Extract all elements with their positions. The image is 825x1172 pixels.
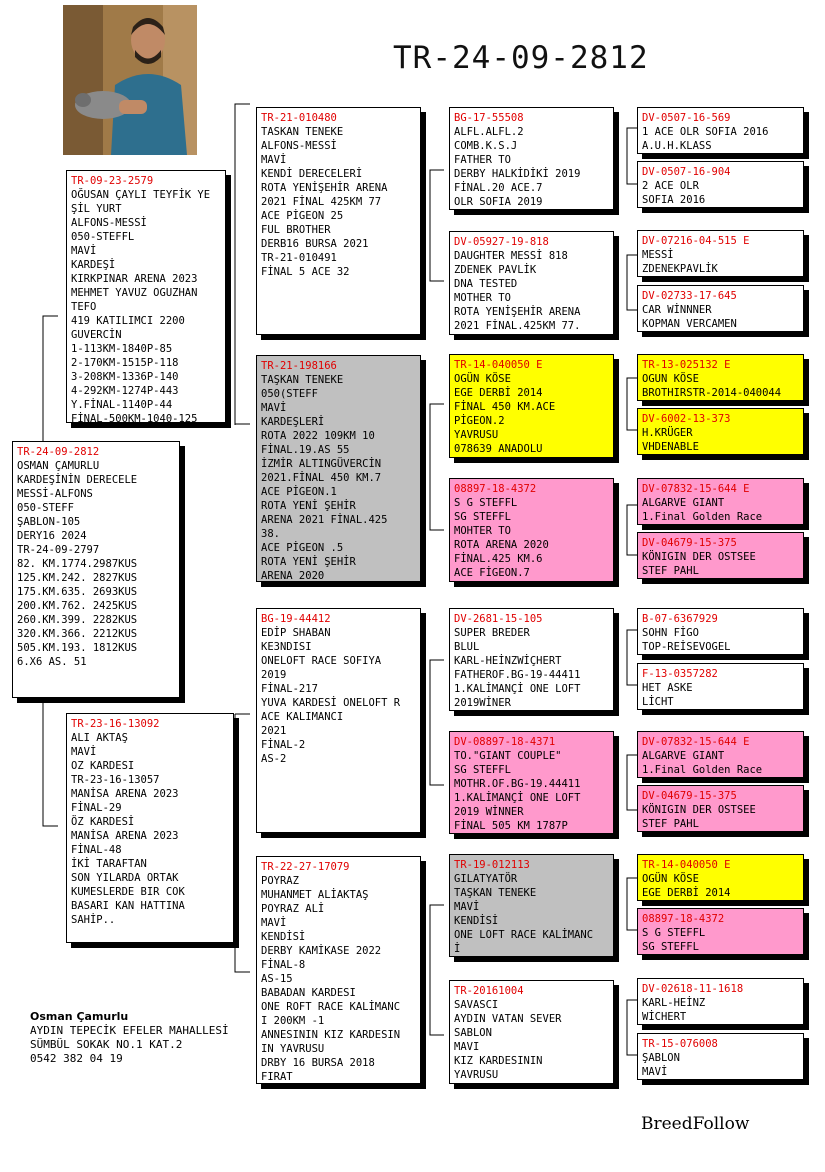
card-line: SAHİP.. (71, 914, 116, 926)
card-line: SON YILARDA ORTAK (71, 872, 179, 884)
card-line: MAVİ (261, 154, 287, 166)
pedigree-card-dam-dam[interactable] (256, 856, 421, 1084)
card-line: ACE FİGEON.7 (454, 567, 530, 579)
card-line: STEF PAHL (642, 565, 699, 577)
card-line: TEFO (71, 301, 97, 313)
card-line: MANİSA ARENA 2023 (71, 830, 179, 842)
card-line: YUVA KARDESİ ONELOFT R (261, 697, 401, 709)
card-line: ALGARVE GIANT (642, 750, 725, 762)
card-line: ŞABLON (642, 1052, 680, 1064)
card-line: ROTA YENİ ŞEHİR (261, 556, 356, 568)
card-line: İKİ TARAFTAN (71, 858, 147, 870)
card-line: MEHMET YAVUZ OGUZHAN (71, 287, 198, 299)
pedigree-card-sire-dam[interactable] (256, 355, 421, 582)
ring-number: TR-14-040050 E (454, 359, 543, 371)
card-line: ALFONS-MESSİ (71, 217, 147, 229)
card-line: H.KRÜGER (642, 427, 693, 439)
card-line: 38. (261, 528, 280, 540)
card-line: ALFL.ALFL.2 (454, 126, 524, 138)
card-line: 2021 FİNAL 425KM 77 (261, 196, 382, 208)
card-line: FİNAL.19.AS 55 (261, 444, 350, 456)
card-line: MANİSA ARENA 2023 (71, 788, 179, 800)
card-line: 050(STEFF (261, 388, 318, 400)
card-line: 1.KALİMANÇİ ONE LOFT (454, 792, 581, 804)
card-line: KARDEŞLERİ (261, 416, 325, 428)
card-line: FİNAL-48 (71, 844, 122, 856)
ring-number: B-07-6367929 (642, 613, 718, 625)
pedigree-card-sss[interactable] (449, 107, 614, 210)
card-line: CAR WİNNNER (642, 304, 712, 316)
ring-number: DV-04679-15-375 (642, 790, 737, 802)
card-line: VHDENABLE (642, 441, 699, 453)
pedigree-card-g4[interactable] (637, 285, 804, 332)
card-line: 2-170KM-1515P-118 (71, 357, 179, 369)
card-line: SAVASCI (454, 999, 499, 1011)
card-line: FIRAT (261, 1071, 293, 1083)
card-line: 1.Final Golden Race (642, 511, 763, 523)
person-holding-pigeon-image (63, 5, 197, 155)
card-line: FATHEROF.BG-19-44411 (454, 669, 581, 681)
pedigree-card-dss[interactable] (449, 608, 614, 711)
card-line: FİNAL-29 (71, 802, 122, 814)
card-line: PİGEON.2 (454, 415, 505, 427)
card-line: DERBY HALKİDİKİ 2019 (454, 168, 581, 180)
card-line: Y.FİNAL-1140P-44 (71, 399, 173, 411)
owner-photo (63, 5, 197, 155)
card-line: ARENA 2020 (261, 570, 325, 582)
card-line: 1 ACE OLR SOFIA 2016 (642, 126, 769, 138)
owner-address-line-2: SÜMBÜL SOKAK NO.1 KAT.2 (30, 1038, 183, 1051)
card-line: AS-15 (261, 973, 293, 985)
card-line: BLUL (454, 641, 480, 653)
pedigree-card-sdd[interactable] (449, 478, 614, 582)
ring-number: DV-02733-17-645 (642, 290, 737, 302)
card-line: YAVRUSU (454, 429, 499, 441)
card-line: FİNAL 450 KM.ACE (454, 401, 556, 413)
card-line: KIRKPINAR ARENA 2023 (71, 273, 198, 285)
pedigree-card-g6[interactable] (637, 408, 804, 455)
ring-number: DV-08897-18-4371 (454, 736, 556, 748)
card-line: DERB16 BURSA 2021 (261, 238, 369, 250)
pedigree-card-g9[interactable] (637, 608, 804, 655)
card-line: KE3NDISI (261, 641, 312, 653)
card-line: TR-23-16-13057 (71, 774, 160, 786)
ring-number: DV-2681-15-105 (454, 613, 543, 625)
pedigree-card-dds[interactable] (449, 854, 614, 957)
pedigree-card-subject[interactable] (12, 441, 180, 698)
card-line: FİNAL 5 ACE 32 (261, 266, 350, 278)
card-line: A.U.H.KLASS (642, 140, 712, 152)
card-line: TO."GIANT COUPLE" (454, 750, 562, 762)
card-line: 175.KM.635. 2693KUS (17, 586, 138, 598)
card-line: ZDENEK PAVLİK (454, 264, 537, 276)
card-line: DNA TESTED (454, 278, 518, 290)
card-line: AYDIN VATAN SEVER (454, 1013, 562, 1025)
card-line: TAŞKAN TENEKE (454, 887, 537, 899)
card-line: MAVİ (454, 901, 480, 913)
card-line: 125.KM.242. 2827KUS (17, 572, 138, 584)
card-line: DRBY 16 BURSA 2018 (261, 1057, 375, 1069)
pedigree-card-g11[interactable] (637, 731, 804, 778)
ring-number: DV-0507-16-904 (642, 166, 731, 178)
card-line: MAVİ (261, 402, 287, 414)
pedigree-card-sire[interactable] (66, 170, 226, 423)
card-line: ACE KALIMANCI (261, 711, 344, 723)
ring-number: DV-07216-04-515 E (642, 235, 750, 247)
card-line: KARL-HEİNZ (642, 997, 706, 1009)
card-line: FİNAL-217 (261, 683, 318, 695)
card-line: 260.KM.399. 2282KUS (17, 614, 138, 626)
card-line: I 200KM -1 (261, 1015, 325, 1027)
card-line: WİCHERT (642, 1011, 687, 1023)
card-line: MAVİ (71, 746, 97, 758)
card-line: SG STEFFL (454, 764, 511, 776)
ring-number: TR-13-025132 E (642, 359, 731, 371)
card-line: 419 KATILIMCI 2200 (71, 315, 185, 327)
card-line: ALI AKTAŞ (71, 732, 128, 744)
card-line: MOHTER TO (454, 525, 511, 537)
card-line: MESSİ-ALFONS (17, 488, 93, 500)
ring-number: DV-07832-15-644 E (642, 483, 750, 495)
card-line: 1-113KM-1840P-85 (71, 343, 173, 355)
card-line: DERBY KAMİKASE 2022 (261, 945, 382, 957)
card-line: BASARI KAN HATTINA (71, 900, 185, 912)
card-line: TASKAN TENEKE (261, 126, 344, 138)
ring-number: TR-24-09-2812 (17, 446, 100, 458)
pedigree-card-sds[interactable] (449, 354, 614, 458)
card-line: 4-292KM-1274P-443 (71, 385, 179, 397)
card-line: MUHANMET ALİAKTAŞ (261, 889, 369, 901)
card-line: EGE DERBİ 2014 (454, 387, 543, 399)
card-line: LİCHT (642, 696, 674, 708)
card-line: OSMAN ÇAMURLU (17, 460, 100, 472)
card-line: 2021 FİNAL.425KM 77. (454, 320, 581, 332)
card-line: POYRAZ ALİ (261, 903, 325, 915)
pedigree-card-g2[interactable] (637, 161, 804, 208)
card-line: MAVİ (261, 917, 287, 929)
card-line: EDİP SHABAN (261, 627, 331, 639)
ring-number: TR-23-16-13092 (71, 718, 160, 730)
pedigree-card-g16[interactable] (637, 1033, 804, 1080)
card-line: GUVERCİN (71, 329, 122, 341)
pedigree-card-g1[interactable] (637, 107, 804, 154)
brand-logo-text: BreedFollow (641, 1114, 750, 1134)
card-line: DERY16 2024 (17, 530, 87, 542)
pedigree-card-dsd[interactable] (449, 731, 614, 834)
ring-number: DV-02618-11-1618 (642, 983, 744, 995)
card-line: ONE LOFT RACE KALİMANC (454, 929, 594, 941)
card-line: 2019 (261, 669, 287, 681)
card-line: ACE PİGEON .5 (261, 542, 344, 554)
card-line: MAVİ (71, 245, 97, 257)
card-line: FİNAL-2 (261, 739, 306, 751)
card-line: KUMESLERDE BIR COK (71, 886, 185, 898)
card-line: ONE ROFT RACE KALİMANC (261, 1001, 401, 1013)
card-line: ROTA YENİŞEHİR ARENA (454, 306, 581, 318)
card-line: 2019 WİNNER (454, 806, 524, 818)
card-line: FİNAL-8 (261, 959, 306, 971)
pedigree-card-g14[interactable] (637, 908, 804, 955)
pedigree-card-g15[interactable] (637, 978, 804, 1025)
pedigree-card-g10[interactable] (637, 663, 804, 710)
card-line: 2 ACE OLR (642, 180, 699, 192)
card-line: KARDEŞİNİN DERECELE (17, 474, 138, 486)
pedigree-card-g12[interactable] (637, 785, 804, 832)
owner-address-line-1: AYDIN TEPECİK EFELER MAHALLESİ (30, 1024, 229, 1037)
card-line: 1.KALİMANÇİ ONE LOFT (454, 683, 581, 695)
card-line: KENDİSİ (454, 915, 499, 927)
card-line: POYRAZ (261, 875, 299, 887)
card-line: STEF PAHL (642, 818, 699, 830)
card-line: SG STEFFL (642, 941, 699, 953)
card-line: MOTHER TO (454, 292, 511, 304)
card-line: 2021.FİNAL 450 KM.7 (261, 472, 382, 484)
card-line: ŞABLON-105 (17, 516, 81, 528)
card-line: FİNAL.425 KM.6 (454, 553, 543, 565)
card-line: ARENA 2021 FİNAL.425 (261, 514, 388, 526)
card-line: OGÜN KÖSE (642, 873, 699, 885)
card-line: ANNESININ KIZ KARDESIN (261, 1029, 401, 1041)
card-line: 2019WİNER (454, 697, 511, 709)
ring-number: TR-20161004 (454, 985, 524, 997)
card-line: 1.Final Golden Race (642, 764, 763, 776)
ring-number: DV-6002-13-373 (642, 413, 731, 425)
card-line: TOP-REİSEVOGEL (642, 641, 731, 653)
card-line: ACE PİGEON.1 (261, 486, 337, 498)
card-line: TAŞKAN TENEKE (261, 374, 344, 386)
ring-number: BG-19-44412 (261, 613, 331, 625)
card-line: SOFIA 2016 (642, 194, 706, 206)
ring-number: BG-17-55508 (454, 112, 524, 124)
card-line: OLR SOFIA 2019 (454, 196, 543, 208)
card-line: FİNAL.20 ACE.7 (454, 182, 543, 194)
ring-number: TR-21-010480 (261, 112, 337, 124)
card-line: ROTA ARENA 2020 (454, 539, 549, 551)
pedigree-card-dam-sire[interactable] (256, 608, 421, 833)
card-line: KENDİ DERECELERİ (261, 168, 363, 180)
owner-phone: 0542 382 04 19 (30, 1052, 123, 1065)
card-line: OZ KARDESI (71, 760, 135, 772)
card-line: KOPMAN VERCAMEN (642, 318, 737, 330)
pedigree-card-g3[interactable] (637, 230, 804, 277)
pedigree-card-ssd[interactable] (449, 231, 614, 335)
pedigree-card-dam[interactable] (66, 713, 234, 943)
card-line: AS-2 (261, 753, 287, 765)
card-line: BROTHIRSTR-2014-040044 (642, 387, 782, 399)
card-line: EGE DERBİ 2014 (642, 887, 731, 899)
card-line: FATHER TO (454, 154, 511, 166)
card-line: 505.KM.193. 1812KUS (17, 642, 138, 654)
ring-number: TR-22-27-17079 (261, 861, 350, 873)
card-line: 6.X6 AS. 51 (17, 656, 87, 668)
card-line: FİNAL-500KM-1040-125 (71, 413, 198, 423)
card-line: TR-21-010491 (261, 252, 337, 264)
ring-number: DV-07832-15-644 E (642, 736, 750, 748)
ring-number: 08897-18-4372 (454, 483, 537, 495)
card-line: FİNAL 505 KM 1787P (454, 820, 568, 832)
card-line: KENDİSİ (261, 931, 306, 943)
ring-number: DV-0507-16-569 (642, 112, 731, 124)
card-line: MOTHR.OF.BG-19.44411 (454, 778, 581, 790)
card-line: DAUGHTER MESSİ 818 (454, 250, 568, 262)
card-line: KIZ KARDESININ (454, 1055, 543, 1067)
card-line: HET ASKE (642, 682, 693, 694)
pedigree-card-g5[interactable] (637, 354, 804, 401)
card-line: ONELOFT RACE SOFIYA (261, 655, 382, 667)
card-line: OGUN KÖSE (642, 373, 699, 385)
card-line: KÖNIGIN DER OSTSEE (642, 551, 756, 563)
card-line: FUL BROTHER (261, 224, 331, 236)
card-line: ALFONS-MESSİ (261, 140, 337, 152)
card-line: SABLON (454, 1027, 492, 1039)
ring-number: 08897-18-4372 (642, 913, 725, 925)
card-line: SUPER BREDER (454, 627, 530, 639)
card-line: 3-208KM-1336P-140 (71, 371, 179, 383)
card-line: 200.KM.762. 2425KUS (17, 600, 138, 612)
card-line: ŞİL YURT (71, 203, 122, 215)
pedigree-card-g8[interactable] (637, 532, 804, 579)
card-line: 2021 (261, 725, 287, 737)
owner-info (30, 1010, 229, 1066)
pedigree-title: TR-24-09-2812 (393, 40, 649, 76)
card-line: 078639 ANADOLU (454, 443, 543, 455)
card-line: ZDENEKPAVLİK (642, 263, 718, 275)
card-line: MAVI (454, 1041, 480, 1053)
card-line: GILATYATÖR (454, 873, 518, 885)
card-line: 050-STEFFL (71, 231, 135, 243)
card-line: COMB.K.S.J (454, 140, 518, 152)
card-line: S G STEFFL (642, 927, 706, 939)
card-line: MAVİ (642, 1066, 668, 1078)
ring-number: TR-19-012113 (454, 859, 530, 871)
ring-number: DV-05927-19-818 (454, 236, 549, 248)
card-line: KÖNIGIN DER OSTSEE (642, 804, 756, 816)
card-line: SG STEFFL (454, 511, 511, 523)
card-line: İZMİR ALTINGÜVERCİN (261, 458, 382, 470)
card-line: TR-24-09-2797 (17, 544, 100, 556)
card-line: ALGARVE GIANT (642, 497, 725, 509)
card-line: 82. KM.1774.2987KUS (17, 558, 138, 570)
card-line: OĞUSAN ÇAYLI TEYFİK YE (71, 189, 211, 201)
card-line: KARDEŞİ (71, 259, 116, 271)
owner-name: Osman Çamurlu (30, 1010, 129, 1023)
card-line: MESSİ (642, 249, 674, 261)
pedigree-card-g13[interactable] (637, 854, 804, 901)
card-line: ÖZ KARDESİ (71, 816, 135, 828)
card-line: ROTA YENİ ŞEHİR (261, 500, 356, 512)
card-line: BABADAN KARDESI (261, 987, 356, 999)
pedigree-card-sire-sire[interactable] (256, 107, 421, 335)
pedigree-card-ddd[interactable] (449, 980, 614, 1084)
ring-number: F-13-0357282 (642, 668, 718, 680)
card-line: ROTA 2022 109KM 10 (261, 430, 375, 442)
ring-number: DV-04679-15-375 (642, 537, 737, 549)
card-line: 320.KM.366. 2212KUS (17, 628, 138, 640)
card-line: 050-STEFF (17, 502, 74, 514)
ring-number: TR-14-040050 E (642, 859, 731, 871)
card-line: OGÜN KÖSE (454, 373, 511, 385)
card-line: İ (454, 943, 461, 955)
ring-number: TR-09-23-2579 (71, 175, 154, 187)
card-line: S G STEFFL (454, 497, 518, 509)
card-line: YAVRUSU (454, 1069, 499, 1081)
pedigree-card-g7[interactable] (637, 478, 804, 525)
card-line: SOHN FİGO (642, 627, 699, 639)
card-line: IN YAVRUSU (261, 1043, 325, 1055)
ring-number: TR-15-076008 (642, 1038, 718, 1050)
card-line: ROTA YENİŞEHİR ARENA (261, 182, 388, 194)
card-line: KARL-HEİNZWİÇHERT (454, 655, 562, 667)
ring-number: TR-21-198166 (261, 360, 337, 372)
card-line: ACE PİGEON 25 (261, 210, 344, 222)
